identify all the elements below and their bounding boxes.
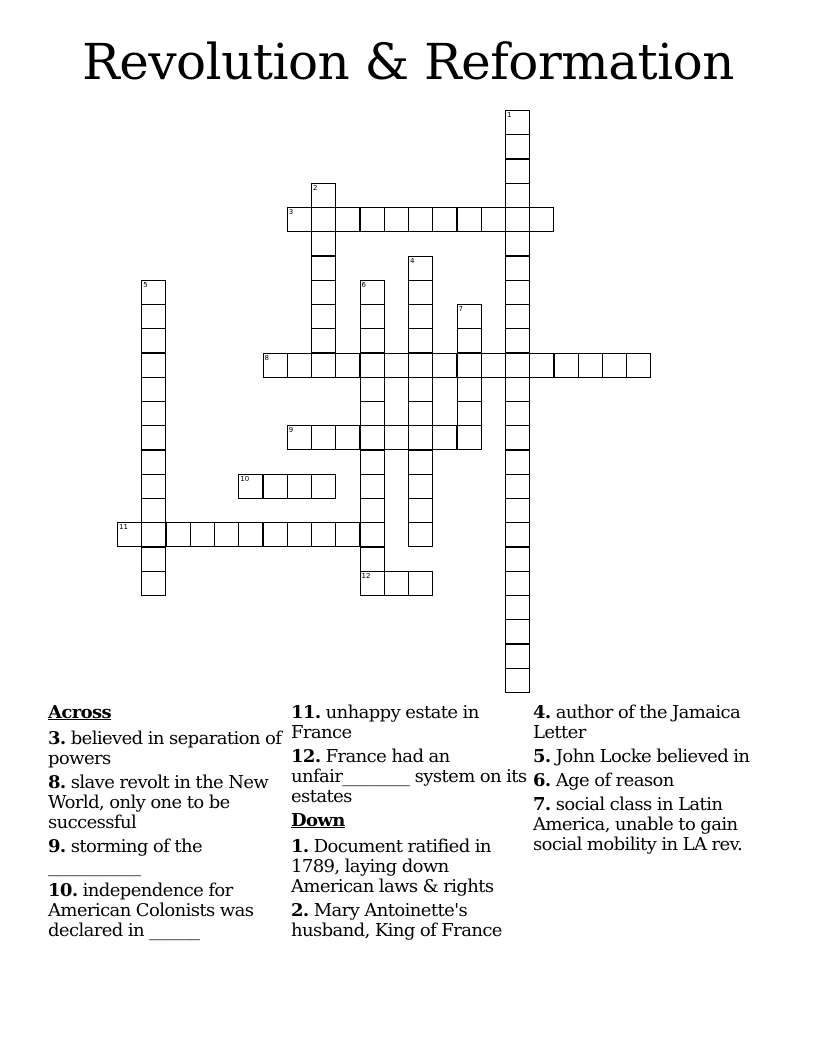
clue-number: 8. [48,772,66,793]
cell-letter-input[interactable] [506,548,529,571]
grid-cell[interactable] [360,474,385,499]
grid-cell[interactable] [141,353,166,378]
clue-text: Mary Antoinette's husband, King of France [291,900,502,941]
grid-cell[interactable] [360,401,385,426]
cell-letter-input[interactable] [506,354,529,377]
grid-cell[interactable] [505,134,530,159]
grid-cell[interactable] [311,231,336,256]
grid-cell[interactable] [505,595,530,620]
grid-cell[interactable] [505,256,530,281]
cell-letter-input[interactable] [506,645,529,668]
cell-letter-input[interactable] [482,208,505,231]
cell-letter-input[interactable] [312,426,335,449]
grid-cell[interactable] [408,571,433,596]
cell-letter-input[interactable] [506,572,529,595]
grid-cell[interactable] [408,425,433,450]
clue-text: independence for American Colonists was declared in ______ [48,880,254,941]
grid-cell[interactable] [287,425,312,450]
grid-cell[interactable] [360,353,385,378]
cell-letter-input[interactable] [264,475,287,498]
clue-text: Age of reason [555,770,674,791]
grid-cell[interactable] [141,547,166,572]
cell-letter-input[interactable] [506,402,529,425]
grid-cell[interactable] [505,571,530,596]
grid-cell[interactable] [287,207,312,232]
clue-number-label: 5 [143,280,148,289]
cell-letter-input[interactable] [361,281,384,304]
cell-letter-input[interactable] [167,523,190,546]
clue-number: 7. [533,794,551,815]
grid-cell[interactable] [141,474,166,499]
grid-cell[interactable] [287,474,312,499]
grid-cell[interactable] [166,522,191,547]
clue-text: author of the Jamaica Letter [533,702,741,743]
grid-cell[interactable] [335,522,360,547]
cell-letter-input[interactable] [239,475,262,498]
cell-letter-input[interactable] [506,160,529,183]
grid-cell[interactable] [505,425,530,450]
cell-letter-input[interactable] [506,184,529,207]
cell-letter-input[interactable] [312,232,335,255]
cell-letter-input[interactable] [506,111,529,134]
grid-cell[interactable] [335,353,360,378]
cell-letter-input[interactable] [142,329,165,352]
clue-down-6 [533,771,771,791]
clue-down-2 [291,901,529,941]
grid-cell[interactable] [311,280,336,305]
cell-letter-input[interactable] [579,354,602,377]
cell-letter-input[interactable] [142,378,165,401]
grid-cell[interactable] [311,425,336,450]
grid-cell[interactable] [141,425,166,450]
grid-cell[interactable] [311,256,336,281]
grid-cell[interactable] [505,450,530,475]
cell-letter-input[interactable] [458,378,481,401]
grid-cell[interactable] [360,425,385,450]
grid-cell[interactable] [360,450,385,475]
cell-letter-input[interactable] [361,475,384,498]
grid-cell[interactable] [384,425,409,450]
cell-letter-input[interactable] [312,354,335,377]
cell-letter-input[interactable] [409,378,432,401]
cell-letter-input[interactable] [288,475,311,498]
grid-cell[interactable] [602,353,627,378]
cell-letter-input[interactable] [506,596,529,619]
grid-cell[interactable] [505,353,530,378]
grid-cell[interactable] [505,280,530,305]
cell-letter-input[interactable] [312,475,335,498]
cell-letter-input[interactable] [409,208,432,231]
cell-letter-input[interactable] [142,402,165,425]
cell-letter-input[interactable] [409,451,432,474]
cell-letter-input[interactable] [433,208,456,231]
grid-cell[interactable] [505,231,530,256]
cell-letter-input[interactable] [336,523,359,546]
clue-number: 2. [291,900,309,921]
clue-across-3 [48,729,286,769]
grid-cell[interactable] [626,353,651,378]
cell-letter-input[interactable] [506,305,529,328]
cell-letter-input[interactable] [361,402,384,425]
cell-letter-input[interactable] [409,305,432,328]
cell-letter-input[interactable] [385,208,408,231]
cell-letter-input[interactable] [288,208,311,231]
grid-cell[interactable] [457,377,482,402]
grid-cell[interactable] [141,328,166,353]
cell-letter-input[interactable] [142,523,165,546]
clue-column-2 [291,703,529,945]
grid-cell[interactable] [287,353,312,378]
cell-letter-input[interactable] [409,281,432,304]
cell-letter-input[interactable] [506,281,529,304]
grid-cell[interactable] [238,474,263,499]
clue-column-1 [48,703,286,945]
clue-number: 12. [291,746,321,767]
grid-cell[interactable] [141,280,166,305]
cell-letter-input[interactable] [361,451,384,474]
clue-across-10 [48,881,286,941]
puzzle-title: Revolution & Reformation [82,33,734,91]
clue-number: 4. [533,702,551,723]
cell-letter-input[interactable] [361,378,384,401]
cell-letter-input[interactable] [312,184,335,207]
grid-cell[interactable] [190,522,215,547]
cell-letter-input[interactable] [312,305,335,328]
grid-cell[interactable] [408,304,433,329]
cell-letter-input[interactable] [312,281,335,304]
grid-cell[interactable] [384,571,409,596]
grid-cell[interactable] [505,207,530,232]
cell-letter-input[interactable] [506,523,529,546]
grid-cell[interactable] [578,353,603,378]
cell-letter-input[interactable] [506,257,529,280]
clue-number-label: 7 [458,305,463,313]
grid-cell[interactable] [505,377,530,402]
cell-letter-input[interactable] [264,523,287,546]
cell-letter-input[interactable] [142,354,165,377]
clue-down-4 [533,703,771,743]
grid-cell[interactable] [432,425,457,450]
grid-cell[interactable] [408,498,433,523]
cell-letter-input[interactable] [336,208,359,231]
grid-cell[interactable] [505,547,530,572]
grid-cell[interactable] [238,522,263,547]
clue-number-label: 11 [119,523,128,532]
cell-letter-input[interactable] [361,208,384,231]
grid-cell[interactable] [554,353,579,378]
grid-cell[interactable] [335,425,360,450]
cell-letter-input[interactable] [361,572,384,595]
cell-letter-input[interactable] [409,572,432,595]
cell-letter-input[interactable] [312,329,335,352]
grid-cell[interactable] [263,353,288,378]
grid-cell[interactable] [141,571,166,596]
cell-letter-input[interactable] [385,572,408,595]
clue-across-11 [291,703,529,743]
cell-letter-input[interactable] [409,257,432,280]
cell-letter-input[interactable] [142,548,165,571]
clue-number: 3. [48,728,66,749]
grid-cell[interactable] [529,353,554,378]
clue-number-label: 6 [361,280,366,289]
clue-number: 9. [48,836,66,857]
cell-letter-input[interactable] [361,329,384,352]
cell-letter-input[interactable] [118,523,141,546]
clue-across-12 [291,747,529,807]
clue-number: 11. [291,702,321,723]
grid-cell[interactable] [505,159,530,184]
grid-cell[interactable] [505,110,530,135]
grid-cell[interactable] [505,619,530,644]
grid-cell[interactable] [311,207,336,232]
grid-cell[interactable] [505,498,530,523]
clue-number-label: 12 [361,571,371,580]
clue-text: slave revolt in the New World, only one to be successful [48,772,269,833]
grid-cell[interactable] [360,207,385,232]
grid-cell[interactable] [457,328,482,353]
grid-cell[interactable] [408,280,433,305]
grid-cell[interactable] [505,183,530,208]
cell-letter-input[interactable] [142,426,165,449]
cell-letter-input[interactable] [361,548,384,571]
clue-number-label: 9 [288,426,294,435]
grid-cell[interactable] [384,353,409,378]
grid-cell[interactable] [505,401,530,426]
cell-letter-input[interactable] [506,135,529,158]
grid-cell[interactable] [408,401,433,426]
cell-letter-input[interactable] [458,402,481,425]
grid-cell[interactable] [360,304,385,329]
cell-letter-input[interactable] [239,523,262,546]
grid-cell[interactable] [263,474,288,499]
clue-text: John Locke believed in [555,746,750,767]
cell-letter-input[interactable] [312,208,335,231]
grid-cell[interactable] [117,522,142,547]
cell-letter-input[interactable] [312,257,335,280]
cell-letter-input[interactable] [288,426,311,449]
clue-number: 6. [533,770,551,791]
cell-letter-input[interactable] [506,620,529,643]
grid-cell[interactable] [408,328,433,353]
clue-number-label: 1 [507,111,512,119]
grid-cell[interactable] [141,401,166,426]
grid-cell[interactable] [432,353,457,378]
grid-cell[interactable] [335,207,360,232]
cell-letter-input[interactable] [409,499,432,522]
cell-letter-input[interactable] [361,354,384,377]
cell-letter-input[interactable] [142,451,165,474]
cell-letter-input[interactable] [506,426,529,449]
grid-cell[interactable] [505,328,530,353]
cell-letter-input[interactable] [142,572,165,595]
cell-letter-input[interactable] [506,499,529,522]
cell-letter-input[interactable] [506,232,529,255]
clue-number: 10. [48,880,78,901]
grid-cell[interactable] [408,207,433,232]
cell-letter-input[interactable] [142,281,165,304]
cell-letter-input[interactable] [142,499,165,522]
clue-down-5 [533,747,771,767]
grid-cell[interactable] [360,522,385,547]
cell-letter-input[interactable] [555,354,578,377]
cell-letter-input[interactable] [288,523,311,546]
cell-letter-input[interactable] [409,523,432,546]
cell-letter-input[interactable] [458,208,481,231]
grid-cell[interactable] [457,353,482,378]
cell-letter-input[interactable] [506,475,529,498]
cell-letter-input[interactable] [482,354,505,377]
grid-cell[interactable] [505,522,530,547]
grid-cell[interactable] [408,474,433,499]
cell-letter-input[interactable] [361,426,384,449]
grid-cell[interactable] [408,353,433,378]
cell-letter-input[interactable] [385,426,408,449]
grid-cell[interactable] [408,450,433,475]
grid-cell[interactable] [481,207,506,232]
clue-number-label: 4 [410,256,415,265]
cell-letter-input[interactable] [506,378,529,401]
grid-cell[interactable] [214,522,239,547]
cell-letter-input[interactable] [312,523,335,546]
grid-cell[interactable] [432,207,457,232]
grid-cell[interactable] [311,353,336,378]
cell-letter-input[interactable] [458,329,481,352]
cell-letter-input[interactable] [458,305,481,328]
grid-cell[interactable] [311,304,336,329]
clue-down-1 [291,837,529,897]
grid-cell[interactable] [263,522,288,547]
cell-letter-input[interactable] [336,354,359,377]
cell-letter-input[interactable] [361,499,384,522]
grid-cell[interactable] [457,207,482,232]
clue-text: France had an unfair________ system on its estates [291,746,527,807]
grid-cell[interactable] [457,304,482,329]
cell-letter-input[interactable] [530,208,553,231]
clue-text: storming of the ___________ [48,836,202,877]
grid-cell[interactable] [457,401,482,426]
cell-letter-input[interactable] [336,426,359,449]
cell-letter-input[interactable] [264,354,287,377]
cell-letter-input[interactable] [506,669,529,692]
grid-cell[interactable] [141,304,166,329]
cell-letter-input[interactable] [361,305,384,328]
cell-letter-input[interactable] [603,354,626,377]
cell-letter-input[interactable] [458,426,481,449]
grid-cell[interactable] [141,498,166,523]
grid-cell[interactable] [505,474,530,499]
clue-number-label: 2 [313,183,318,192]
cell-letter-input[interactable] [409,354,432,377]
grid-cell[interactable] [141,522,166,547]
grid-cell[interactable] [457,425,482,450]
grid-cell[interactable] [141,377,166,402]
grid-cell[interactable] [311,183,336,208]
grid-cell[interactable] [141,450,166,475]
cell-letter-input[interactable] [433,426,456,449]
cell-letter-input[interactable] [409,426,432,449]
cell-letter-input[interactable] [530,354,553,377]
down-heading: Down [291,810,345,831]
grid-cell[interactable] [505,668,530,693]
grid-cell[interactable] [384,207,409,232]
clue-number: 1. [291,836,309,857]
cell-letter-input[interactable] [142,305,165,328]
clue-down-7 [533,795,771,855]
cell-letter-input[interactable] [506,451,529,474]
clue-number-label: 8 [264,353,269,362]
cell-letter-input[interactable] [142,475,165,498]
cell-letter-input[interactable] [215,523,238,546]
clue-column-3 [533,703,771,859]
across-heading: Across [48,702,112,723]
grid-cell[interactable] [311,474,336,499]
grid-cell[interactable] [360,328,385,353]
clue-number: 5. [533,746,551,767]
clue-text: believed in separation of powers [48,728,282,769]
cell-letter-input[interactable] [288,354,311,377]
grid-cell[interactable] [360,498,385,523]
cell-letter-input[interactable] [506,208,529,231]
clue-number-label: 3 [288,208,294,216]
cell-letter-input[interactable] [409,402,432,425]
clue-across-8 [48,773,286,833]
cell-letter-input[interactable] [385,354,408,377]
clue-number-label: 10 [240,474,250,483]
cell-letter-input[interactable] [506,329,529,352]
grid-cell[interactable] [408,377,433,402]
grid-cell[interactable] [360,377,385,402]
cell-letter-input[interactable] [409,329,432,352]
clue-text: unhappy estate in France [291,702,479,743]
cell-letter-input[interactable] [458,354,481,377]
grid-cell[interactable] [505,304,530,329]
cell-letter-input[interactable] [191,523,214,546]
grid-cell[interactable] [311,522,336,547]
grid-cell[interactable] [311,328,336,353]
grid-cell[interactable] [360,547,385,572]
clue-text: social class in Latin America, unable to gain social mobility in LA rev. [533,794,743,855]
cell-letter-input[interactable] [627,354,650,377]
grid-cell[interactable] [505,644,530,669]
grid-cell[interactable] [360,280,385,305]
grid-cell[interactable] [287,522,312,547]
cell-letter-input[interactable] [361,523,384,546]
cell-letter-input[interactable] [433,354,456,377]
grid-cell[interactable] [529,207,554,232]
grid-cell[interactable] [408,256,433,281]
clue-text: Document ratified in 1789, laying down American laws & rights [291,836,494,897]
grid-cell[interactable] [360,571,385,596]
clue-across-9 [48,837,286,877]
grid-cell[interactable] [408,522,433,547]
grid-cell[interactable] [481,353,506,378]
cell-letter-input[interactable] [409,475,432,498]
